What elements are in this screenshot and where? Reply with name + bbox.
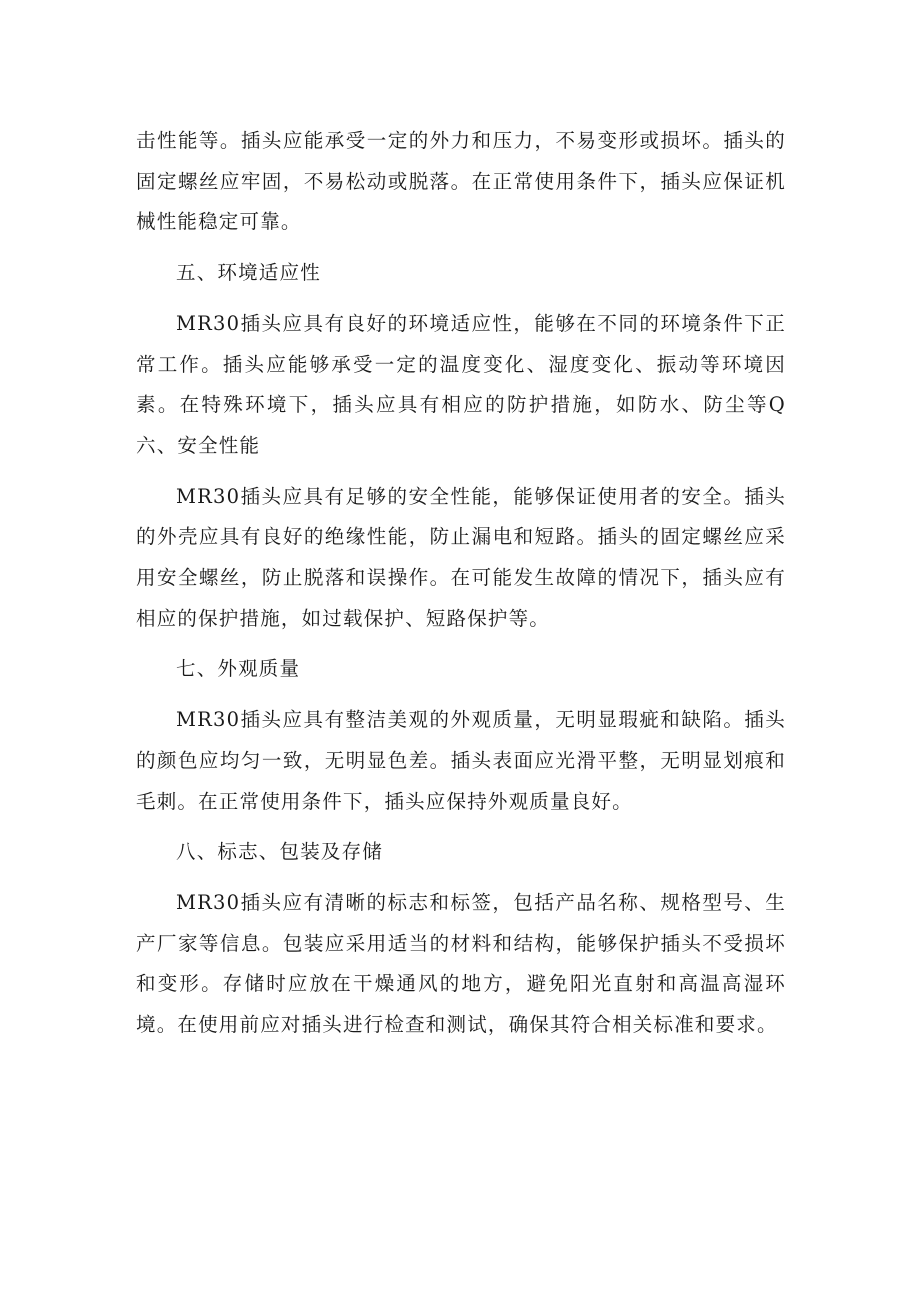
section-heading-marking-packaging: 八、标志、包装及存储 [176, 840, 384, 864]
paragraph-appearance: MR30插头应具有整洁美观的外观质量，无明显瑕疵和缺陷。插头的颜色应均匀一致，无明显色差。插头表面应光滑平整，无明显划痕和毛刺。在正常使用条件下，插头应保持外观质量良好。 [136, 708, 786, 813]
document-body [136, 121, 786, 1056]
paragraph-safety: MR30插头应具有足够的安全性能，能够保证使用者的安全。插头的外壳应具有良好的绝缘性能，防止漏电和短路。插头的固定螺丝应采用安全螺丝，防止脱落和误操作。在可能发生故障的情况下，插头应有相应的保护措施，如过载保护、短路保护等。 [136, 484, 786, 630]
paragraph-marking-packaging: MR30插头应有清晰的标志和标签，包括产品名称、规格型号、生产厂家等信息。包装应采用适当的材料和结构，能够保护插头不受损坏和变形。存储时应放在干燥通风的地方，避免阳光直射和高温高湿环境。在使用前应对插头进行检查和测试，确保其符合相关标准和要求。 [136, 890, 786, 1037]
paragraph-environment: MR30插头应具有良好的环境适应性，能够在不同的环境条件下正常工作。插头应能够承受一定的温度变化、湿度变化、振动等环境因素。在特殊环境下，插头应具有相应的防护措施，如防水、防尘等Q六、安全性能 [136, 311, 786, 457]
section-heading-environment: 五、环境适应性 [176, 261, 321, 285]
section-heading-appearance: 七、外观质量 [176, 657, 301, 681]
paragraph-mechanical-continued: 击性能等。插头应能承受一定的外力和压力，不易变形或损坏。插头的固定螺丝应牢固，不易松动或脱落。在正常使用条件下，插头应保证机械性能稳定可靠。 [136, 129, 786, 234]
